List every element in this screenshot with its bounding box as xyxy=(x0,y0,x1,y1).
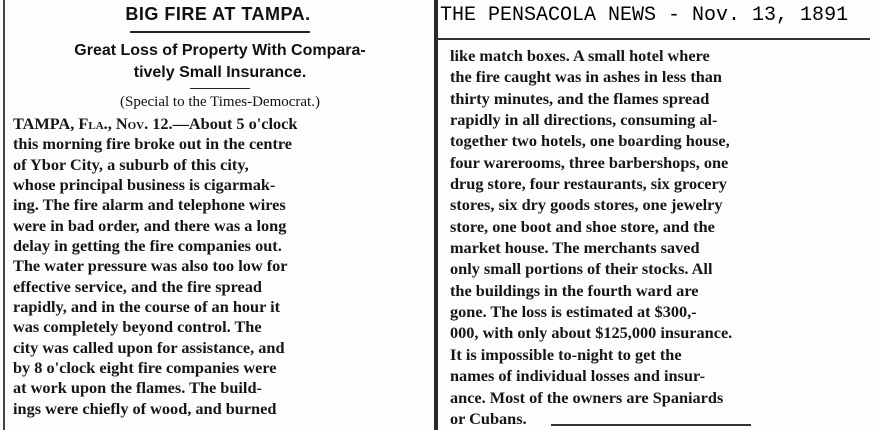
body-line: of Ybor City, a suburb of this city, xyxy=(13,154,249,174)
body-line: rapidly, and in the course of an hour it xyxy=(13,297,281,317)
body-line: names of individual losses and insur- xyxy=(450,366,705,386)
masthead: THE PENSACOLA NEWS - Nov. 13, 1891 xyxy=(440,4,849,27)
article-headline: BIG FIRE AT TAMPA. xyxy=(125,4,311,24)
body-line: It is impossible to-night to get the xyxy=(450,344,682,364)
body-line: stores, six dry goods stores, one jewelry xyxy=(450,195,723,215)
body-line: only small portions of their stocks. All xyxy=(450,259,713,279)
body-line: the fire caught was in ashes in less than xyxy=(450,67,722,87)
body-line: by 8 o'clock eight fire companies were xyxy=(13,358,277,378)
body-line: city was called upon for assistance, and xyxy=(13,337,285,357)
body-line: ings were chiefly of wood, and burned xyxy=(13,398,277,418)
body-line: or Cubans. xyxy=(450,408,527,428)
article-end-rule xyxy=(551,424,751,426)
body-line: four warerooms, three barbershops, one xyxy=(450,152,729,172)
masthead-divider xyxy=(436,38,870,40)
body-line: delay in getting the fire companies out. xyxy=(13,236,282,256)
body-line: this morning fire broke out in the centre xyxy=(13,134,293,154)
body-line: drug store, four restaurants, six grocery xyxy=(450,174,727,194)
article-body-right xyxy=(450,45,872,429)
dateline: TAMPA, Fla., Nov. 12. xyxy=(13,114,173,133)
wire-credit: (Special to the Times-Democrat.) xyxy=(120,94,320,110)
body-line: store, one boot and shoe store, and the xyxy=(450,216,715,236)
left-border-rule xyxy=(3,0,5,430)
body-line: The water pressure was also too low for xyxy=(13,256,288,276)
body-line xyxy=(13,114,431,134)
body-line: effective service, and the fire spread xyxy=(13,276,262,296)
body-line: the buildings in the fourth ward are xyxy=(450,280,699,300)
body-line: market house. The merchants saved xyxy=(450,238,700,258)
body-line: gone. The loss is estimated at $300,- xyxy=(450,302,697,322)
body-line: rapidly in all directions, consuming al- xyxy=(450,110,718,130)
body-line: was completely beyond control. The xyxy=(13,317,262,337)
article-body-left xyxy=(13,114,431,419)
body-line: whose principal business is cigarmak- xyxy=(13,175,276,195)
right-article-column xyxy=(436,0,879,430)
subhead-line: Great Loss of Property With Compara- xyxy=(74,42,366,59)
body-line: thirty minutes, and the flames spread xyxy=(450,88,710,108)
body-line-text: —About 5 o'clock xyxy=(172,114,298,133)
body-line: 000, with only about $125,000 insurance. xyxy=(450,323,733,343)
article-subhead xyxy=(10,40,430,84)
body-line: at work upon the flames. The build- xyxy=(13,378,262,398)
subhead-line: tively Small Insurance. xyxy=(133,64,307,81)
body-line: like match boxes. A small hotel where xyxy=(450,46,710,65)
left-article-column xyxy=(0,0,436,430)
body-line: ing. The fire alarm and telephone wires xyxy=(13,195,286,215)
headline-divider xyxy=(130,31,310,33)
body-line: ance. Most of the owners are Spaniards xyxy=(450,387,724,407)
body-line: were in bad order, and there was a long xyxy=(13,215,287,235)
body-line: together two hotels, one boarding house, xyxy=(450,131,730,151)
subhead-divider xyxy=(190,88,250,89)
